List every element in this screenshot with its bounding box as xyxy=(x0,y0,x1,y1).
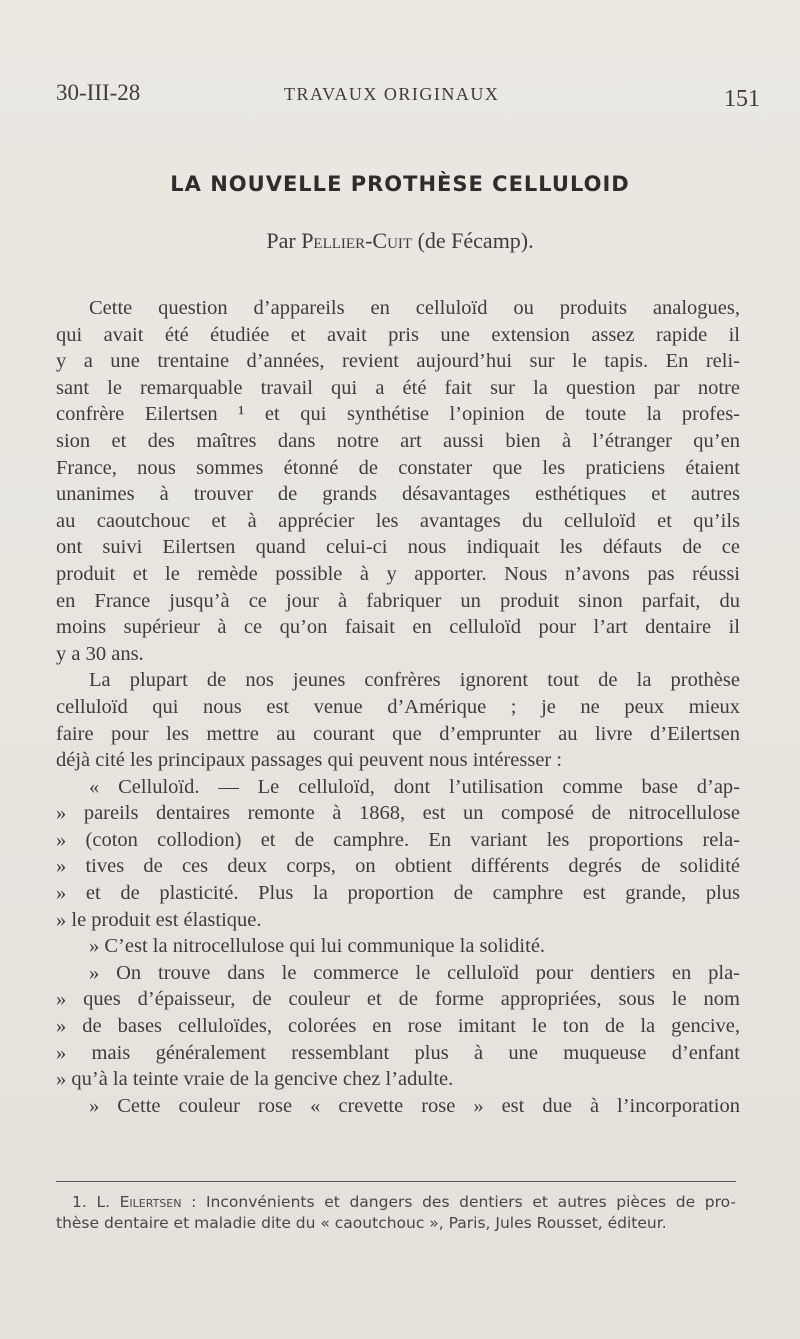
body-line: » mais généralement ressemblant plus à une muqueuse d’enfant xyxy=(56,1041,740,1064)
body-line: » C’est la nitrocellulose qui lui communique la solidité. xyxy=(89,935,546,958)
footnote-author: L. Eilertsen : xyxy=(96,1193,197,1211)
author-name: Pellier-Cuit xyxy=(301,228,413,253)
footnote-line xyxy=(56,1192,736,1213)
page-number: 151 xyxy=(724,86,760,112)
footnote-divider xyxy=(56,1181,736,1182)
body-line: » qu’à la teinte vraie de la gencive chez l’adulte. xyxy=(56,1068,454,1091)
running-header xyxy=(56,80,760,112)
body-line: La plupart de nos jeunes confrères ignorent tout de la prothèse xyxy=(89,669,740,692)
body-line: France, nous sommes étonné de constater que les praticiens étaient xyxy=(56,456,740,479)
body-line: qui avait été étudiée et avait pris une extension assez rapide il xyxy=(56,323,740,346)
body-line: Cette question d’appareils en celluloïd ou produits analogues, xyxy=(89,297,740,319)
footnote-number: 1. xyxy=(72,1193,87,1211)
author-place: (de Fécamp). xyxy=(417,228,534,253)
body-line: y a 30 ans. xyxy=(56,642,144,665)
body-line: produit et le remède possible à y apporter. Nous n’avons pas réussi xyxy=(56,562,740,585)
body-line: moins supérieur à ce qu’on faisait en celluloïd pour l’art dentaire il xyxy=(56,616,740,639)
body-line: ont suivi Eilertsen quand celui-ci nous indiquait les défauts de ce xyxy=(56,536,740,559)
body-line: » le produit est élastique. xyxy=(56,908,262,931)
footnote xyxy=(56,1192,736,1234)
body-line: » tives de ces deux corps, on obtient différents degrés de solidité xyxy=(56,855,740,878)
body-line: sant le remarquable travail qui a été fait sur la question par notre xyxy=(56,376,740,399)
body-line: en France jusqu’à ce jour à fabriquer un produit sinon parfait, du xyxy=(56,589,740,612)
body-line: » et de plasticité. Plus la proportion de camphre est grande, plus xyxy=(56,882,740,905)
body-line: » ques d’épaisseur, de couleur et de forme appropriées, sous le nom xyxy=(56,988,740,1011)
body-line: sion et des maîtres dans notre art aussi bien à l’étranger qu’en xyxy=(56,429,740,452)
body-line: au caoutchouc et à apprécier les avantages du celluloïd et qu’ils xyxy=(56,509,740,532)
footnote-line: thèse dentaire et maladie dite du « caoutchouc », Paris, Jules Rousset, éditeur. xyxy=(56,1214,667,1232)
body-line: y a une trentaine d’années, revient aujourd’hui sur le tapis. En reli- xyxy=(56,350,740,373)
body-line: » de bases celluloïdes, colorées en rose imitant le ton de la gencive, xyxy=(56,1015,740,1038)
article-title: LA NOUVELLE PROTHÈSE CELLULOID xyxy=(170,172,630,196)
header-date: 30-III-28 xyxy=(56,80,141,105)
body-line: » (coton collodion) et de camphre. En variant les proportions rela- xyxy=(56,828,740,851)
byline-prefix: Par xyxy=(266,228,296,253)
body-line: unanimes à trouver de grands désavantages esthétiques et autres xyxy=(56,483,740,506)
byline xyxy=(0,228,800,254)
body-line: » On trouve dans le commerce le celluloïd pour dentiers en pla- xyxy=(89,961,740,984)
body-line: celluloïd qui nous est venue d’Amérique ; je ne peux mieux xyxy=(56,695,740,718)
body-line: » pareils dentaires remonte à 1868, est un composé de nitrocellulose xyxy=(56,802,740,825)
header-section: TRAVAUX ORIGINAUX xyxy=(284,84,500,104)
body-line: déjà cité les principaux passages qui peuvent nous intéresser : xyxy=(56,749,563,772)
body-line: « Celluloïd. — Le celluloïd, dont l’utilisation comme base d’ap- xyxy=(89,775,740,798)
article-body xyxy=(56,295,740,1119)
body-line: confrère Eilertsen ¹ et qui synthétise l’opinion de toute la profes- xyxy=(56,403,740,426)
body-line: faire pour les mettre au courant que d’emprunter au livre d’Eilertsen xyxy=(56,722,740,745)
body-line: » Cette couleur rose « crevette rose » est due à l’incorporation xyxy=(89,1094,740,1117)
footnote-text: Inconvénients et dangers des dentiers et autres pièces de pro- xyxy=(205,1193,736,1211)
